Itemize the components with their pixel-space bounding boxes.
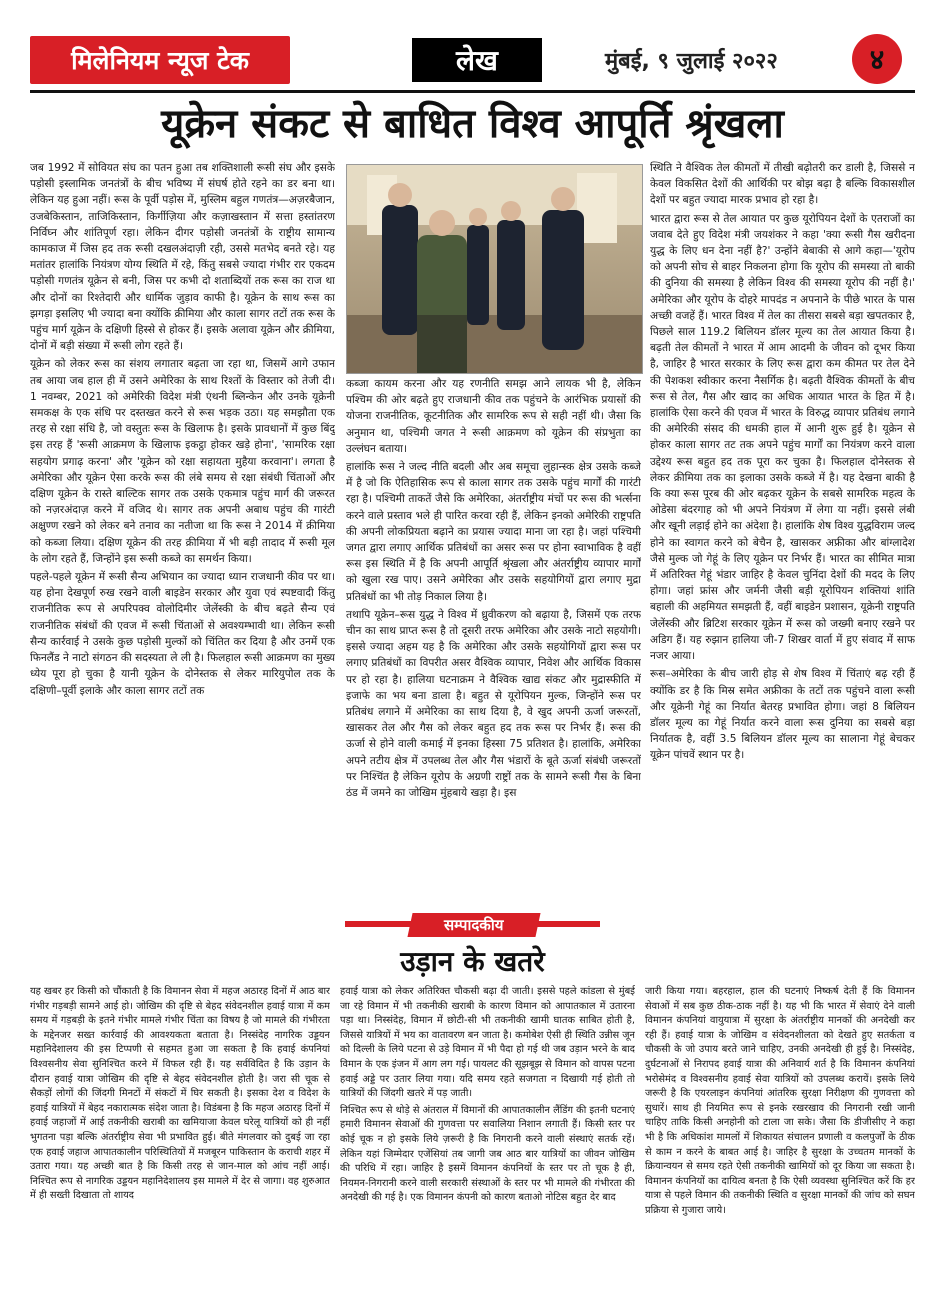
editorial-paragraph: निश्चित रूप से थोड़े से अंतराल में विमानों की आपातकालीन लैंडिंग की इतनी घटनाएं हमारी विमानन सेवाओं की गुणवत्ता पर सवालिया निशान लगाती हैं। किसी स्तर पर कोई चूक न हो इसके लिये ज़रूरी है कि निगरानी करने वाली संस्थाएं सतर्क रहें। लेकिन यहां जिम्मेदार एजेंसियां तब जागी जब आठ बार यात्रियों का जीवन जोखिम की परिधि में रहा। जाहिर है इसमें विमानन कंपनियों के स्तर पर तो चूक है ही, नियमन-निगरानी करने वाली सरकारी संस्थाओं के स्तर पर भी मामले की गंभीरता की अनदेखी की गई है। एक विमानन कंपनी को कारण बताओ नोटिस बहुत देर बाद xyxy=(340,1104,635,1204)
editorial-paragraph: यह खबर हर किसी को चौंकाती है कि विमानन सेवा में महज अठारह दिनों में आठ बार गंभीर गड़बड़ी सामने आई हो। जोखिम की दृष्टि से बेहद संवेदनशील हवाई यात्रा में कम समय में गड़बड़ी के इतने गंभीर मामले गंभीर चिंता का विषय है जो मामले की गंभीरता के मद्देनजर सख्त कार्रवाई की आवश्यकता बताता है। निस्संदेह नागरिक उड्डयन महानिदेशालय की इस टिप्पणी से सहमत हुआ जा सकता है कि हवाई कंपनियां विश्वसनीय सेवा सुनिश्चित करने में विफल रही हैं। यह सर्वविदित है कि उड़ान के दौरान हवाई यात्रा जोखिम की दृष्टि से बेहद संवेदनशील होती है। जरा सी चूक से सैकड़ों लोगों की जिंदगी मिनटों में संकटों में घिर सकती है। इसका देश व विदेश के हवाई यात्रियों में बेहद नकारात्मक संदेश जाता है। विडंबना है कि महज अठारह दिनों में हवाई जहाजों में आई तकनीकी खराबी का खमियाजा केवल घरेलू यात्रियों को ही नहीं भुगतना पड़ा बल्कि अंतर्राष्ट्रीय सेवा भी प्रभावित हुई। बीते मंगलवार को दुबई जा रहा एक हवाई जहाज आपातकालीन परिस्थितियों में मजबूरन पाकिस्तान के कराची शहर में उतारा गया। यह अच्छी बात है कि किसी तरह से जान-माल को आंच नहीं आई। निश्चित रूप से नागरिक उड्डयन महानिदेशालय इस मामले में देर से जागा। वह शुरुआत में ही सख्ती दिखाता तो शायद xyxy=(30,986,330,1202)
article-paragraph: यूक्रेन को लेकर रूस का संशय लगातार बढ़ता जा रहा था, जिसमें आगे उफान तब आया जब हाल ही में उसने अमेरिका के साथ रिश्तों के विस्तार को तेजी दी। 1 नवम्बर, 2021 को अमेरिकी विदेश मंत्री एंथनी ब्लिन्केन और उनके यूक्रेनी समकक्ष के एक संधि पर दस्तखत करने से रूस भड़क उठा। यह समझौता एक तरह से रक्षा संधि है, जो वस्तुतः रूस के खिलाफ है। इसके प्रावधानों में कुछ बिंदु इस तरह हैं 'रूसी आक्रमण के खिलाफ इकट्ठा होकर खड़े होना', 'सामरिक रक्षा सहयोग प्रगाढ़ करना' और 'यूक्रेन को रक्षा सहायता मुहैया करवाना'। लगता है अमेरिका और यूक्रेन ऐसा करके रूस की लंबे समय से रक्षा संबंधी चिंताओं और दक्षिण यूक्रेन के रास्ते बाल्टिक सागर तक उसके एकमात्र पहुंच मार्ग की जरूरत को नज़रअंदाज़ करने में वजिद थे। सागर तक अपनी अबाध पहुंच की गारंटी अक्षुण्ण रखने को लेकर बने तनाव का नतीजा था कि रूस ने 2014 में क्रीमिया को कब्जा लिया। दक्षिण यूक्रेन की तरह क्रीमिया में भी बड़ी तादाद में रूसी मूल के लोग रहते हैं, जिन्होंने इस रूसी कब्जे का समर्थन किया। xyxy=(30,358,335,565)
article-paragraph: भारत द्वारा रूस से तेल आयात पर कुछ यूरोपियन देशों के एतराजों का जवाब देते हुए विदेश मंत्री जयशंकर ने कहा 'क्या रूसी गैस खरीदना युद्ध के लिए धन देना नहीं है?' उन्होंने बेबाकी से आगे कहा—'यूरोप को अपनी सोच से बाहर निकलना होगा कि यूरोप की समस्या तो बाकी की दुनिया की समस्या है लेकिन विश्व की समस्या यूरोप की नहीं है।' अमेरिका और यूरोप के दोहरे मापदंड न अपनाने के पीछे भारत के पास अच्छी वजहें हैं। भारत विश्व में तेल का तीसरा सबसे बड़ा खपतकार है, पिछले साल 119.2 बिलियन डॉलर मूल्य का तेल आयात किया है। बढ़ती तेल कीमतों ने भारत में आम आदमी के जीवन को दूभर किया है, जाहिर है भारत सरकार के लिए रूस द्वारा कम कीमत पर तेल देने की पेशकश स्वीकार करना नैसर्गिक है। बढ़ती वैश्विक कीमतों के बीच रूस से तेल, गैस और खाद का अधिक आयात भारत के हित में है। हालांकि ऐसा करने की एवज में भारत के विरुद्ध व्यापार प्रतिबंध लगाने की अमेरिकी संसद की धमकी हाल में आनी शुरू हुई है। यूक्रेन से होकर काला सागर तट तक अपने पहुंच मार्गों का नियंत्रण करने वाला उद्देश्य रूस बहुत हद तक पूरा कर चुका है। फिलहाल दोनेस्तक से लेकर क्रीमिया तक का इलाका उसके कब्जे में है। यह देखना बाकी है कि क्या रूस पूरब की ओर बढ़कर यूक्रेन के सबसे सामरिक महत्व के ओडेसा बंदरगाह को भी अपने नियंत्रण में लेगा या नहीं। इससे लंबी और खूनी लड़ाई होने का अंदेशा है। हालांकि शेष विश्व युद्धविराम जल्द होने का स्वागत करने को बेचैन है, खासकर अफ्रीका और बांग्लादेश जैसे मुल्क जो गेहूं के लिए यूक्रेन पर निर्भर हैं। भारत का सीमित मात्रा में अतिरिक्त गेहूं भंडार जाहिर है केवल चुनिंदा देशों की मदद के लिए होगा। जहां फ्रांस और जर्मनी जैसी बड़ी यूरोपियन शक्तियां शांति बहाली की अहमियत समझती हैं, वहीं बाइडेन प्रशासन, यूक्रेनी राष्ट्रपति जेलेंस्की और ब्रिटिश सरकार यूक्रेन में रूस को जख्मी बनाए रखने पर अडिग हैं। यह रुझान हालिया जी-7 शिखर वार्ता में हुए संवाद में साफ नजर आया। xyxy=(650,212,915,663)
section-label: लेख xyxy=(412,38,542,82)
editorial-column-2 xyxy=(340,985,635,1285)
article-paragraph: पहले-पहले यूक्रेन में रूसी सैन्य अभियान का ज्यादा ध्यान राजधानी कीव पर था। यह होना देखपूर्ण रुख रखने वाली बाइडेन सरकार और युवा एवं स्पष्टवादी किंतु राजनीतिक रूप से अपरिपक्व वोलोदिमीर जेलेंस्की के बीच बढ़ते सैन्य एवं राजनीतिक संबंधों की एवज में रूसी चिंताओं से अवश्यम्भावी था। लेकिन रूसी सैन्य कार्रवाई ने उसके कुछ पड़ोसी मुल्कों को चिंतित कर दिया है और उनमें एक फिनलैंड ने नाटो संगठन की सदस्यता ले ली है। फिलहाल रूसी आक्रमण का मुख्य ध्येय पूरा हो चुका है यानी यूक्रेन के दोनेस्तक से लेकर मारियुपोल तक के दक्षिणी–पूर्वी इलाके और काला सागर तटों तक xyxy=(30,571,335,697)
editorial-column-3 xyxy=(645,985,915,1285)
leaders-walking-photo xyxy=(347,165,642,373)
article-paragraph: कब्जा कायम करना और यह रणनीति समझ आने लायक भी है, लेकिन पश्चिम की ओर बढ़ते हुए राजधानी कीव तक पहुंचने के आरंभिक प्रयासों की योजना राजनीतिक, कूटनीतिक और सामरिक रूप से सही नहीं थी। जैसा कि अनुमान था, पश्चिमी जगत ने रूसी आक्रमण को यूक्रेन की संप्रभुता का उल्लंघन बताया। xyxy=(346,378,641,455)
article-headline: यूक्रेन संकट से बाधित विश्व आपूर्ति श्रृंखला xyxy=(161,101,784,147)
issue-date: मुंबई, ९ जुलाई २०२२ xyxy=(605,49,778,74)
article-column-2 xyxy=(346,376,641,906)
editorial-title: उड़ान के खतरे xyxy=(400,945,545,978)
article-paragraph: रूस–अमेरिका के बीच जारी होड़ से शेष विश्व में चिंताएं बढ़ रही हैं क्योंकि डर है कि मिस्र समेत अफ्रीका के तटों तक पहुंचने वाला रूसी और यूक्रेनी गेहूं का निर्यात बेतरह प्रभावित होगा। जहां 8 बिलियन डॉलर मूल्य का गेहूं निर्यात करने वाला रूस दुनिया का सबसे बड़ा निर्यातक है, वहीं 3.5 बिलियन डॉलर मूल्य का सालाना गेहूं बेचकर यूक्रेन पांचवें स्थान पर है। xyxy=(650,668,915,762)
editorial-column-1 xyxy=(30,985,330,1285)
editorial-paragraph: हवाई यात्रा को लेकर अतिरिक्त चौकसी बढ़ा दी जाती। इससे पहले कांडला से मुंबई जा रहे विमान में भी तकनीकी खराबी के कारण विमान को आपातकाल में उतारना पड़ा था। निस्संदेह, विमान में छोटी-सी भी तकनीकी खामी घातक साबित होती है, जिससे यात्रियों में भय का वातावरण बन जाता है। कमोबेश ऐसी ही स्थिति उन्नीस जून को दिल्ली के लिये पटना से उड़े विमान में भी पैदा हो गई थी जब उड़ान भरने के बाद विमान के एक इंजन में आग लग गई। पायलट की सूझबूझ से विमान को वापस पटना हवाई अड्डे पर उतार लिया गया। यदि समय रहते सजगता न दिखायी गई होती तो यात्रियों की जिंदगी खतरे में पड़ जाती। xyxy=(340,986,635,1100)
article-paragraph: जब 1992 में सोवियत संघ का पतन हुआ तब शक्तिशाली रूसी संघ और इसके पड़ोसी इस्लामिक जनतंत्रों के बीच भविष्य में संघर्ष होते रहने का डर बना था। लेकिन यह हुआ नहीं। रूस के पूर्वी पड़ोस में, मुस्लिम बहुल गणतंत्र—अज़रबैजान, उजबेकिस्तान, ताजिकिस्तान, किर्गीज़िया और कज़ाखस्तान में सत्ता हस्तांतरण निर्विघ्न और शांतिपूर्ण रहा। लेकिन दीगर पड़ोसी जनतंत्रों के राष्ट्रीय सामान्य कामकाज में जिस हद तक रूसी दखलअंदाज़ी रही, उससे मतभेद बनते रहे। यह मतांतर हालांकि नियंत्रण योग्य स्थिति में रहे, किंतु सबसे ज्यादा गंभीर रार एकदम पड़ोसी गणतंत्र यूक्रेन से बनी, जिस पर कभी दो शताब्दियों तक रूस का राज था और दोनों का रिश्तेदारी और धार्मिक जुड़ाव काफी है। यूक्रेन के साथ रूस का झगड़ा इसलिए भी ज्यादा बना क्योंकि क्रीमिया और काला सागर तटों तक रूस के पहुंच मार्ग यूक्रेन के दक्षिणी हिस्से से होकर हैं। इसके अलावा यूक्रेन और क्रीमिया, दोनों में बड़ी संख्या में रूसी लोग रहते हैं। xyxy=(30,162,335,353)
article-column-1 xyxy=(30,160,335,905)
editorial-label xyxy=(407,913,540,937)
article-column-3 xyxy=(650,160,915,905)
article-paragraph: तथापि यूक्रेन–रूस युद्ध ने विश्व में ध्रुवीकरण को बढ़ाया है, जिसमें एक तरफ चीन का साथ प्राप्त रूस है तो दूसरी तरफ अमेरिका और उसके नाटो सहयोगी। इससे ज्यादा अहम यह है कि अमेरिका और उसके सहयोगियों द्वारा रूस पर लगाए प्रतिबंधों का विपरीत असर वैश्विक व्यापार, निवेश और आर्थिक विकास पर हो रहा है। हालिया घटनाक्रम ने वैश्विक खाद्य संकट और मुद्रास्फीति में इजाफे का भय बना डाला है। बहुत से यूरोपियन मुल्क, जिन्होंने रूस पर प्रतिबंध लगाने में अमेरिका का साथ दिया है, वे खुद अपनी ऊर्जा जरूरतों, खासकर तेल और गैस को लेकर बहुत हद तक रूस पर निर्भर हैं। रूस की ऊर्जा से होने वाली कमाई में इनका हिस्सा 75 प्रतिशत है। हालांकि, अमेरिका अपने तटीय क्षेत्र में उपलब्ध तेल और गैस भंडारों के बूते ऊर्जा संबंधी जरूरतों पर निश्चिंत है लेकिन यूरोप के अग्रणी राष्ट्रों तक के सामने रूसी गैस के बिना ठंड में जमने का जोखिम मुंहबाये खड़ा है। इस xyxy=(346,608,641,800)
article-photo xyxy=(346,164,643,374)
editorial-paragraph: जारी किया गया। बहरहाल, हाल की घटनाएं निष्कर्ष देती हैं कि विमानन सेवाओं में सब कुछ ठीक-ठाक नहीं है। यह भी कि भारत में सेवाएं देने वाली विमानन कंपनियां वायुयात्रा में सुरक्षा के अंतर्राष्ट्रीय मानकों की अनदेखी कर रही हैं। हवाई यात्रा के जोखिम व संवेदनशीलता को देखते हुए सतर्कता व चौकसी के जो उपाय बरते जाने चाहिए, उनकी अनदेखी ही हुई है। निस्संदेह, दुर्घटनाओं से निरापद हवाई यात्रा की अनिवार्य शर्त है कि विमानन कंपनियां भरोसेमंद व विश्वसनीय हवाई सेवा यात्रियों को उपलब्ध करायें। इसके लिये जरूरी है कि एयरलाइन कंपनियां आंतरिक सुरक्षा निरीक्षण की गुणवत्ता को सुधारें। साथ ही नियमित रूप से इनके रखरखाव की निगरानी रखी जानी चाहिए ताकि किसी अनहोनी को टाला जा सके। जैसा कि डीजीसीए ने कहा भी है कि अधिकांश मामलों में शिकायत संचालन प्रणाली व कलपुर्जों के ठीक से काम न करने के बाबत आई है। जाहिर है सुरक्षा के उच्चतम मानकों के क्रियान्वयन से समय रहते ऐसी तकनीकी खामियों को दूर किया जा सकता है। विमानन कंपनियों का दायित्व बनता है कि ऐसी व्यवस्था सुनिश्चित करें कि हर यात्रा से पहले विमान की तकनीकी स्थिति व सुरक्षा मानकों की जांच को सघन प्रक्रिया से गुजारा जाये। xyxy=(645,986,915,1216)
page-number: ४ xyxy=(852,34,902,84)
editorial-label-text: सम्पादकीय xyxy=(444,916,504,934)
header-rule xyxy=(30,90,915,93)
article-paragraph: हालांकि रूस ने जल्द नीति बदली और अब समूचा लुहान्स्क क्षेत्र उसके कब्जे में है जो कि ऐतिहासिक रूप से काला सागर तक उसके पहुंच मार्गों की गारंटी रहा है। पश्चिमी ताकतें जैसे कि अमेरिका, अंतर्राष्ट्रीय मंचों पर रूस की भर्त्सना करने वाले प्रस्ताव भले ही पारित करवा रही हैं, लेकिन इनको अमेरिकी राष्ट्रपति की अपनी लोकप्रियता बढ़ाने का प्रयास ज्यादा माना जा रहा है। जहां पश्चिमी जगत द्वारा लगाए आर्थिक प्रतिबंधों का असर रूस पर होना स्वाभाविक है वहीं रूस इस स्थिति में है कि अपनी आपूर्ति श्रृंखला और अंतर्राष्ट्रीय व्यापार मार्गों को खुला रख पाए। उसने अमेरिका और उसके सहयोगियों द्वारा लगाए मुद्रा प्रतिबंधों का भी तोड़ निकाल लिया है। xyxy=(346,461,641,603)
article-paragraph: स्थिति ने वैश्विक तेल कीमतों में तीखी बढ़ोतरी कर डाली है, जिससे न केवल विकसित देशों की आर्थिकी पर बोझ बढ़ा है बल्कि विकासशील देशों पर बहुत ज्यादा मारक प्रभाव हो रहा है। xyxy=(650,162,915,207)
masthead-brand: मिलेनियम न्यूज टेक xyxy=(30,36,290,84)
